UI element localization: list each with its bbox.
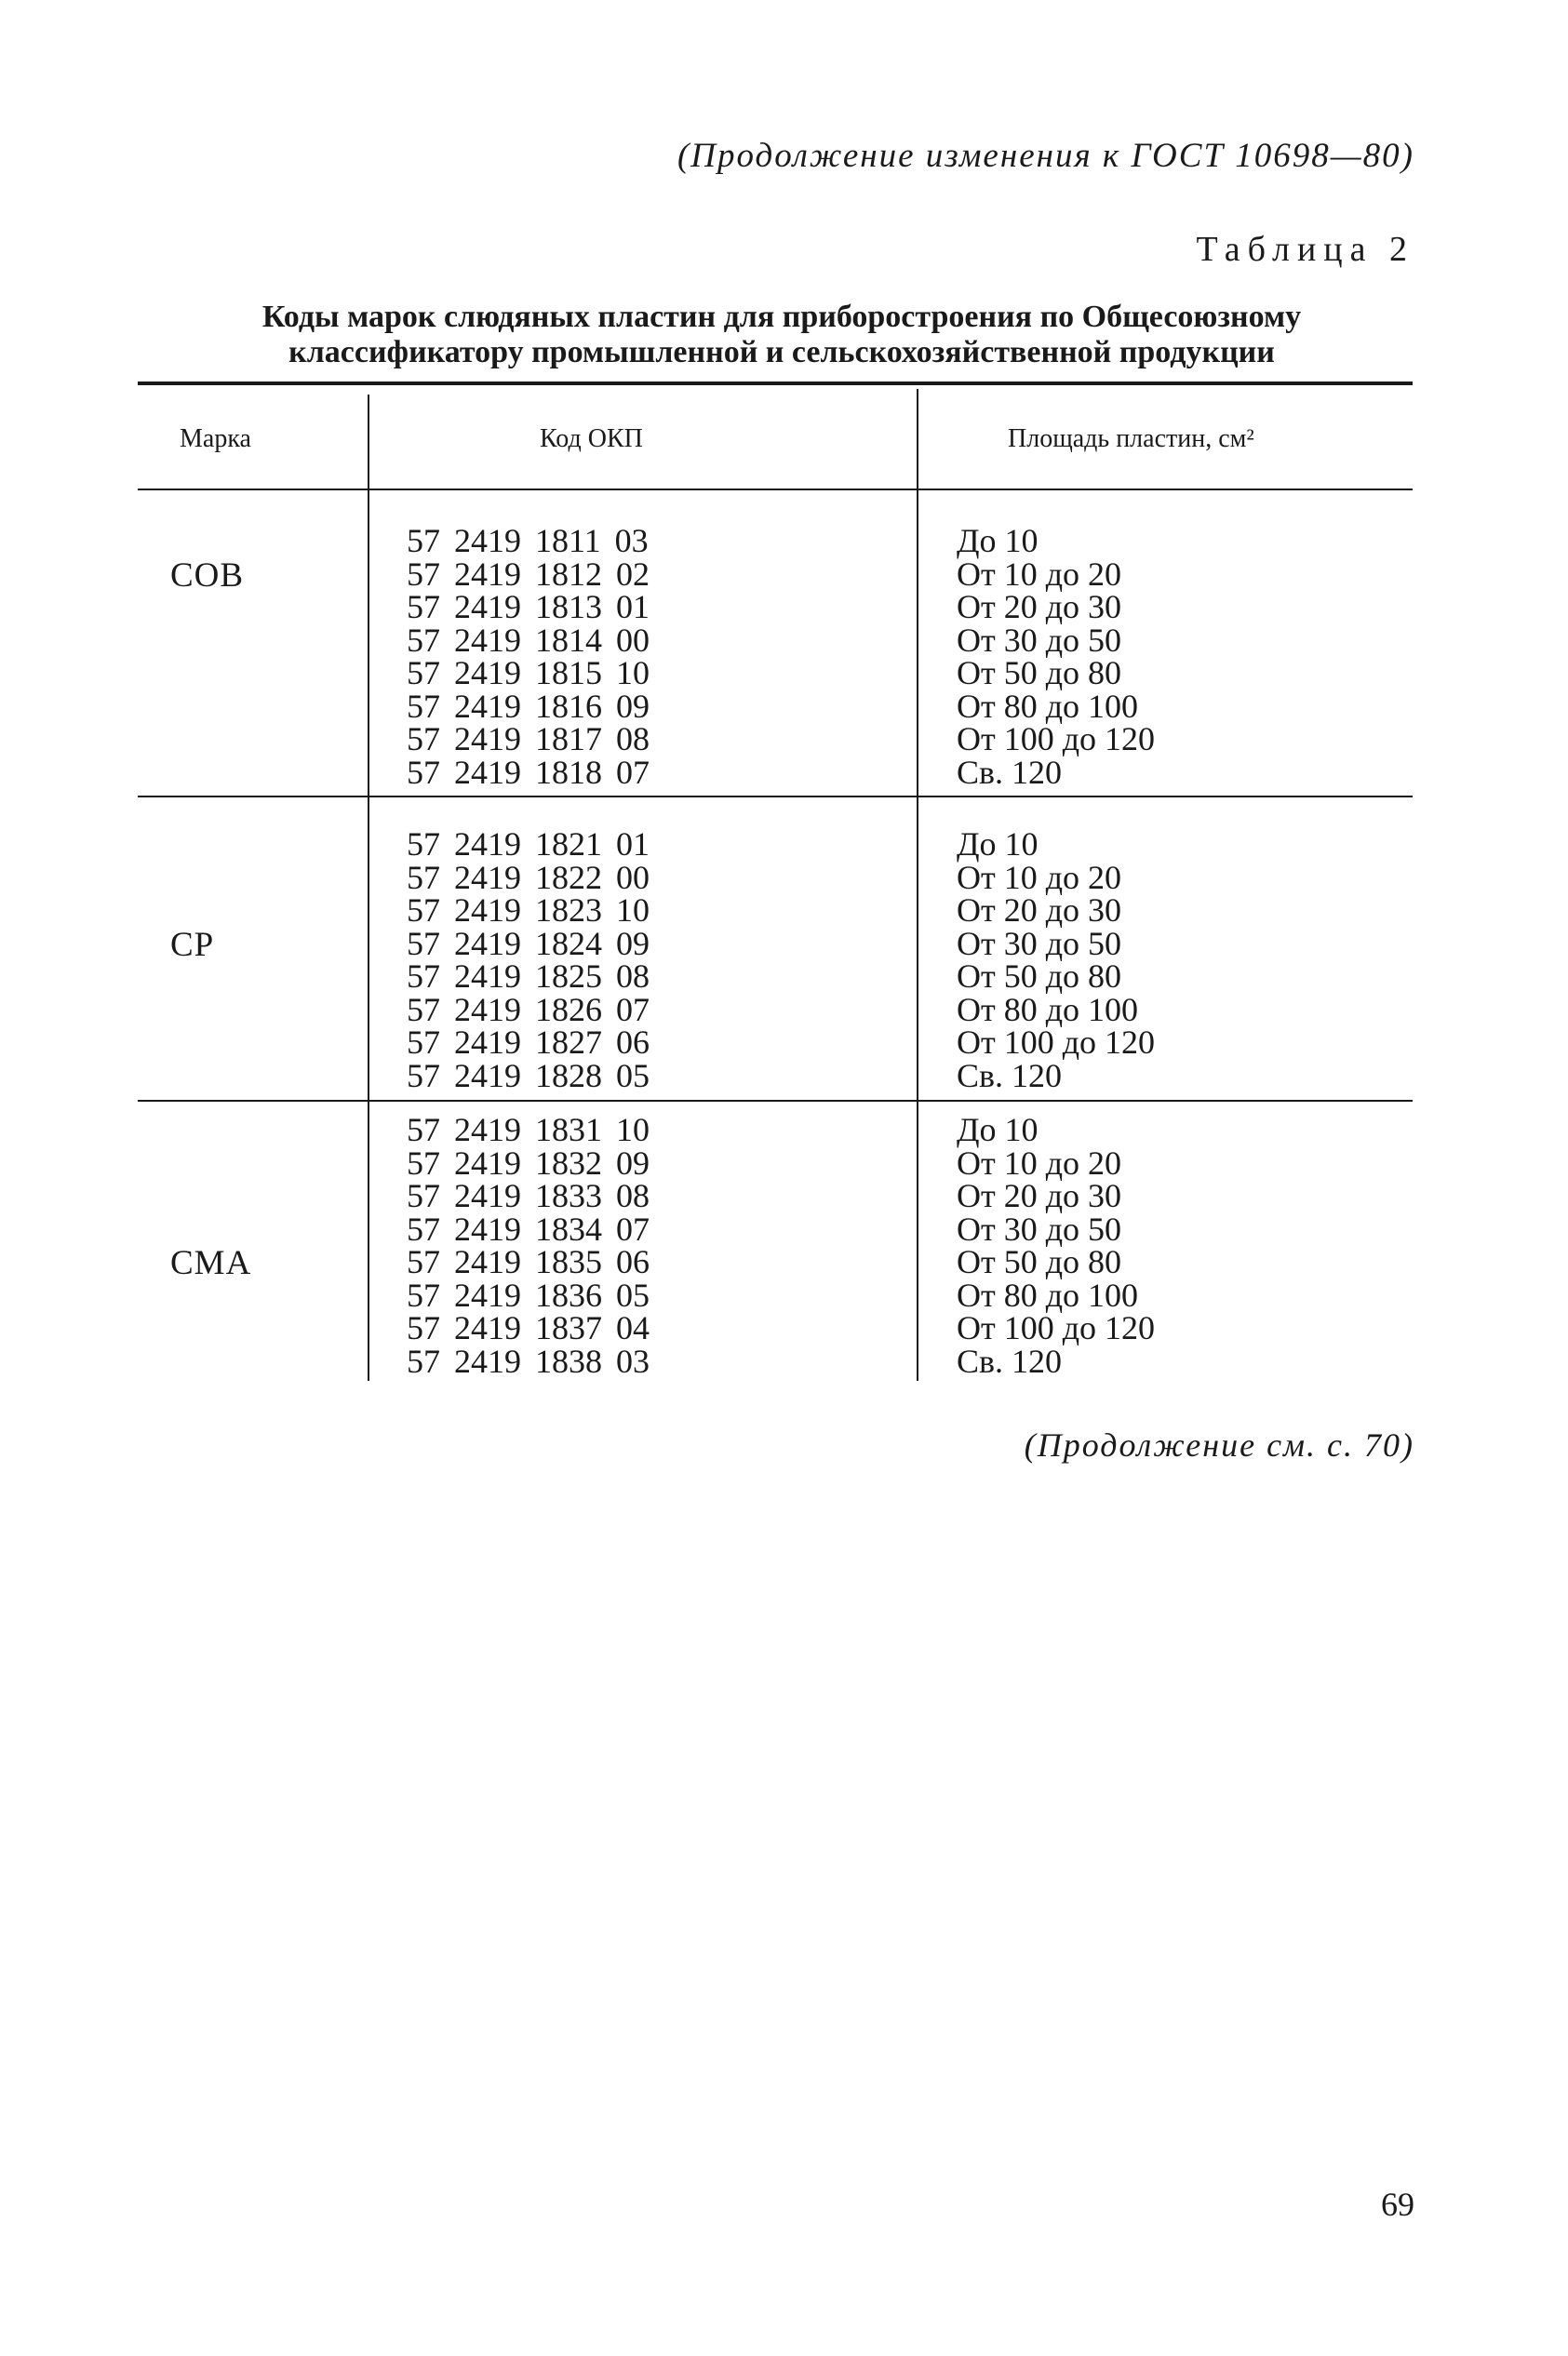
code-line: 57 2419 1835 06 [407, 1243, 650, 1280]
group-divider-2 [138, 1100, 1413, 1102]
code-line: 57 2419 1832 09 [407, 1144, 650, 1182]
column-divider-2 [917, 389, 918, 1381]
area-line: От 100 до 120 [957, 1024, 1156, 1061]
code-line: 57 2419 1816 09 [407, 687, 650, 725]
code-line: 57 2419 1823 10 [407, 891, 650, 929]
table-title-line-2: классификатору промышленной и сельскохозяйственной продукции [288, 335, 1275, 369]
area-list [957, 825, 1156, 1094]
code-line: 57 2419 1826 07 [407, 990, 650, 1028]
column-header-code: Код ОКП [540, 424, 643, 453]
code-line: 57 2419 1828 05 [407, 1056, 650, 1094]
code-line: 57 2419 1836 05 [407, 1276, 650, 1314]
code-list [407, 1111, 650, 1380]
area-line: До 10 [957, 825, 1039, 863]
code-list [407, 522, 650, 791]
area-line: От 100 до 120 [957, 720, 1156, 757]
table-title [140, 300, 1424, 370]
column-header-grade: Марка [180, 424, 251, 453]
area-line: От 80 до 100 [957, 687, 1139, 725]
area-line: От 20 до 30 [957, 891, 1122, 929]
area-line: От 30 до 50 [957, 1210, 1122, 1248]
code-line: 57 2419 1834 07 [407, 1210, 650, 1248]
table-top-rule [138, 382, 1413, 385]
grade-cell: СМА [170, 1244, 252, 1282]
area-line: От 10 до 20 [957, 1144, 1122, 1182]
area-line: От 50 до 80 [957, 957, 1122, 995]
area-line: От 30 до 50 [957, 621, 1122, 659]
code-line: 57 2419 1827 06 [407, 1024, 650, 1061]
code-list [407, 825, 650, 1094]
column-header-area: Площадь пластин, см² [1008, 424, 1254, 453]
area-line: От 10 до 20 [957, 858, 1122, 896]
footer-note: (Продолжение см. с. 70) [1024, 1426, 1414, 1464]
code-line: 57 2419 1818 07 [407, 753, 650, 791]
code-line: 57 2419 1813 01 [407, 588, 650, 625]
area-line: Св. 120 [957, 1342, 1063, 1380]
area-line: От 100 до 120 [957, 1309, 1156, 1346]
group-divider-1 [138, 796, 1413, 797]
area-line: От 10 до 20 [957, 555, 1122, 593]
column-divider-1 [368, 395, 369, 1381]
area-line: От 50 до 80 [957, 1243, 1122, 1280]
code-line: 57 2419 1825 08 [407, 957, 650, 995]
code-line: 57 2419 1815 10 [407, 654, 650, 691]
table-title-line-1: Коды марок слюдяных пластин для приборостроения по Общесоюзному [261, 300, 1302, 334]
area-line: От 30 до 50 [957, 924, 1122, 962]
code-line: 57 2419 1814 00 [407, 621, 650, 659]
area-line: От 20 до 30 [957, 1177, 1122, 1214]
area-list [957, 522, 1156, 791]
area-line: Св. 120 [957, 753, 1063, 791]
code-line: 57 2419 1811 03 [407, 522, 649, 559]
page-number: 69 [1381, 2186, 1414, 2223]
code-line: 57 2419 1821 01 [407, 825, 650, 863]
code-line: 57 2419 1822 00 [407, 858, 650, 896]
area-line: До 10 [957, 522, 1039, 559]
area-line: Св. 120 [957, 1056, 1063, 1094]
area-list [957, 1111, 1156, 1380]
area-line: До 10 [957, 1111, 1039, 1148]
code-line: 57 2419 1837 04 [407, 1309, 650, 1346]
header-note: (Продолжение изменения к ГОСТ 10698—80) [677, 137, 1414, 175]
table-label: Таблица 2 [1196, 230, 1414, 269]
code-line: 57 2419 1831 10 [407, 1111, 650, 1148]
code-line: 57 2419 1838 03 [407, 1342, 650, 1380]
code-line: 57 2419 1812 02 [407, 555, 650, 593]
code-line: 57 2419 1833 08 [407, 1177, 650, 1214]
code-line: 57 2419 1824 09 [407, 924, 650, 962]
area-line: От 20 до 30 [957, 588, 1122, 625]
area-line: От 80 до 100 [957, 1276, 1139, 1314]
grade-cell: СОВ [170, 556, 245, 595]
area-line: От 80 до 100 [957, 990, 1139, 1028]
area-line: От 50 до 80 [957, 654, 1122, 691]
grade-cell: СР [170, 926, 215, 964]
header-bottom-rule [138, 489, 1413, 490]
code-line: 57 2419 1817 08 [407, 720, 650, 757]
